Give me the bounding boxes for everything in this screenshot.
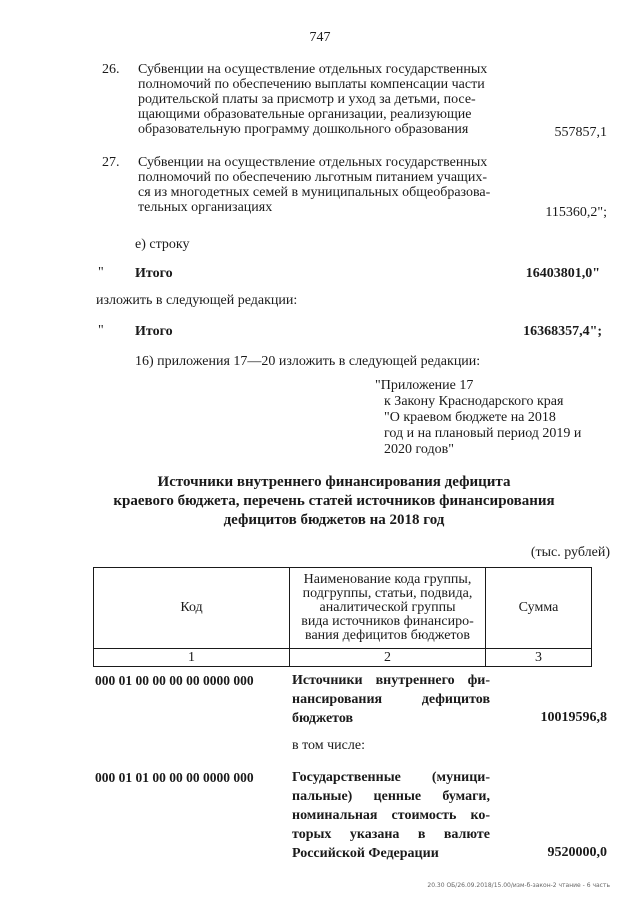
appendix-line: 2020 годов" — [384, 442, 454, 457]
item-26-line: щающими образовательные организации, реализующие — [138, 107, 472, 122]
row-name — [292, 768, 490, 863]
column-number-3: 3 — [486, 649, 592, 667]
footer-stamp: 20.30 ОБ/26.09.2018/15.00/изм-б-закон-2 чтаниe - 6 часть — [427, 882, 610, 889]
table-header-row — [94, 568, 592, 649]
total-old-value: 16403801,0" — [525, 266, 600, 281]
item-number-27: 27. — [102, 155, 120, 170]
item-27-line: Субвенции на осуществление отдельных государственных — [138, 155, 488, 170]
total-old-quote: " — [98, 265, 104, 280]
total-new-value: 16368357,4"; — [523, 324, 602, 339]
column-number-2: 2 — [290, 649, 486, 667]
column-number-1: 1 — [94, 649, 290, 667]
row-name-line: торых указана в валюте — [292, 827, 490, 842]
item-26-line: полномочий по обеспечению выплаты компенсации части — [138, 77, 485, 92]
item-27-line: ся из многодетных семей в муниципальных общеобразова- — [138, 185, 491, 200]
heading-line: краевого бюджета, перечень статей источников финансирования — [113, 493, 555, 509]
item-26-line: родительской платы за присмотр и уход за детьми, посе- — [138, 92, 476, 107]
header-name-line: аналитической группы — [319, 600, 456, 615]
total-new-label: Итого — [135, 324, 173, 339]
item-26-line: образовательную программу дошкольного образования — [138, 122, 469, 137]
appendix-line: к Закону Краснодарского края — [384, 394, 564, 409]
row-name-line: Источники внутреннего фи- — [292, 673, 490, 688]
header-name-line: вания дефицитов бюджетов — [305, 628, 470, 643]
sources-table — [93, 567, 592, 667]
header-sum: Сумма — [486, 568, 592, 649]
item-27-line: тельных организациях — [138, 200, 273, 215]
item-16: 16) приложения 17—20 изложить в следующей редакции: — [135, 354, 481, 369]
row-name-line: пальные) ценные бумаги, — [292, 789, 490, 804]
item-text-27 — [138, 155, 518, 215]
item-26-line: Субвенции на осуществление отдельных государственных — [138, 62, 488, 77]
appendix-reference — [375, 378, 615, 458]
statement-text: изложить в следующей редакции: — [96, 293, 298, 308]
row-name-line: номинальная стоимость ко- — [292, 808, 490, 823]
item-value-27: 115360,2"; — [545, 205, 607, 220]
row-name — [292, 671, 490, 728]
appendix-line: год и на плановый период 2019 и — [384, 426, 582, 441]
row-code: 000 01 00 00 00 00 0000 000 — [95, 673, 254, 688]
heading-line: Источники внутреннего финансирования дефицита — [157, 474, 511, 490]
row-name-line: нансирования дефицитов — [292, 692, 490, 707]
item-number-26: 26. — [102, 62, 120, 77]
sub-item-e: е) строку — [135, 237, 190, 252]
row-note: в том числе: — [292, 738, 365, 753]
heading-line: дефицитов бюджетов на 2018 год — [223, 512, 445, 528]
item-value-26: 557857,1 — [554, 125, 607, 140]
item-27-line: полномочий по обеспечению льготным питанием учащих- — [138, 170, 487, 185]
row-sum: 9520000,0 — [547, 845, 607, 860]
row-code: 000 01 01 00 00 00 0000 000 — [95, 770, 254, 785]
units-label: (тыс. рублей) — [530, 545, 610, 560]
header-code: Код — [94, 568, 290, 649]
item-text-26 — [138, 62, 518, 137]
document-heading — [90, 473, 578, 530]
header-name-line: подгруппы, статьи, подвида, — [302, 586, 473, 601]
header-name-line: вида источников финансиро- — [301, 614, 474, 629]
page-number: 747 — [309, 30, 331, 45]
total-old-label: Итого — [135, 266, 173, 281]
row-name-line: Государственные (муници- — [292, 770, 490, 785]
row-name-line: бюджетов — [292, 711, 354, 726]
table-number-row — [94, 649, 592, 667]
appendix-line: "Приложение 17 — [375, 378, 474, 393]
row-name-line: Российской Федерации — [292, 846, 439, 861]
appendix-line: "О краевом бюджете на 2018 — [384, 410, 556, 425]
row-sum: 10019596,8 — [540, 710, 607, 725]
header-name — [290, 568, 486, 649]
total-new-quote: " — [98, 323, 104, 338]
header-name-line: Наименование кода группы, — [303, 572, 472, 587]
